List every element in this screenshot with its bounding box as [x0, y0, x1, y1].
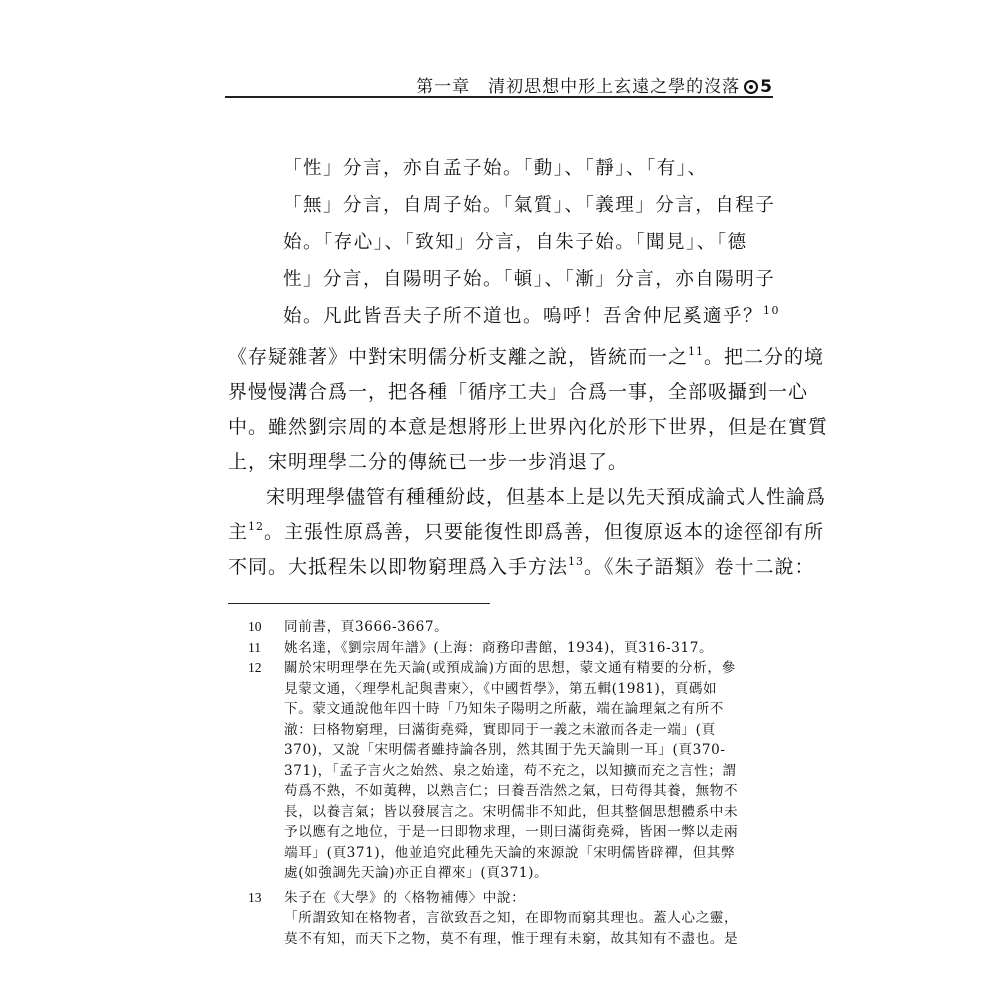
paragraph-line	[228, 340, 825, 375]
text-run: 。把二分的境	[704, 346, 825, 368]
quote-line-text: 始。凡此皆吾夫子所不道也。嗚呼！吾舍仲尼奚適乎？	[283, 306, 764, 327]
footnote-line: 澈：曰格物窮理，曰滿街堯舜，實即同于一義之未澈而各走一端」(頁	[284, 721, 716, 738]
footnote-10	[248, 617, 778, 638]
text-run: 主	[228, 521, 249, 543]
chapter-title: 第一章 清初思想中形上玄遠之學的沒落	[416, 77, 741, 97]
circle-dot-icon	[744, 80, 758, 94]
footnote-line: 處(如強調先天論)亦正自禪來」(頁371)。	[284, 865, 549, 881]
running-header-text	[416, 72, 773, 97]
footnote-line: 予以應有之地位，于是一曰即物求理，一則曰滿街堯舜，皆困一弊以走兩	[284, 824, 739, 840]
footnote-line: 關於宋明理學在先天論(或預成論)方面的思想，蒙文通有精要的分析，參	[284, 660, 736, 676]
quote-line: 性」分言，自陽明子始。「頓」、「漸」分言，亦自陽明子	[283, 269, 776, 290]
footnote-ref: 10	[763, 304, 781, 317]
quote-line: 始。「存心」、「致知」分言，自朱子始。「聞見」、「德	[283, 232, 748, 253]
footnote-line: 「所謂致知在格物者，言欲致吾之知，在即物而窮其理也。蓋人心之靈，	[284, 910, 739, 926]
footnote-line: 見蒙文通，〈理學札記與書柬〉，《中國哲學》，第五輯(1981)，頁碼如	[284, 680, 718, 697]
footnote-text	[284, 658, 778, 884]
footnote-number: 13	[248, 889, 262, 905]
footnote-line: 371)，「孟子言火之始然、泉之始達，苟不充之，以知擴而充之言性；謂	[284, 762, 737, 779]
footnote-line: 苟爲不熟，不如荑稗，以熟言仁；曰養吾浩然之氣，曰苟得其養，無物不	[284, 783, 739, 799]
body-text	[228, 340, 829, 585]
quote-line: 「無」分言，自周子始。「氣質」、「義理」分言，自程子	[283, 195, 776, 216]
block-quote	[283, 150, 781, 335]
footnote-text	[284, 617, 778, 638]
footnote-number: 12	[248, 660, 262, 675]
footnote-line: 下。蒙文通說他年四十時「乃知朱子陽明之所蔽，端在論理氣之有所不	[284, 701, 725, 717]
quote-line-last	[283, 298, 781, 335]
footnote-text	[284, 888, 778, 950]
footnote-ref: 12	[248, 520, 265, 533]
footnote-13	[248, 888, 778, 950]
footnote-line: 朱子在《大學》的〈格物補傳〉中說：	[284, 889, 526, 906]
footnote-number: 11	[248, 639, 262, 655]
paragraph-line	[228, 550, 815, 585]
text-run: 。主張性原爲善，只要能復性即爲善，但復原返本的途徑卻有所	[264, 521, 825, 543]
footnote-12	[248, 658, 778, 884]
paragraph-line	[228, 515, 825, 550]
paragraph-line: 中。雖然劉宗周的本意是想將形上世界內化於形下世界，但是在實質	[228, 416, 829, 438]
quote-line: 「性」分言，亦自孟子始。「動」、「靜」、「有」、	[283, 158, 708, 179]
footnote-11	[248, 638, 778, 659]
paragraph-line: 界慢慢溝合爲一，把各種「循序工夫」合爲一事，全部吸攝到一心	[228, 381, 809, 403]
footnote-line: 姚名達，《劉宗周年譜》(上海：商務印書館，1934)，頁316-317。	[284, 639, 714, 656]
footnote-number: 10	[248, 619, 262, 634]
running-header	[225, 70, 773, 98]
paragraph-line: 宋明理學儘管有種種紛歧，但基本上是以先天預成論式人性論爲	[266, 486, 827, 508]
text-run: 。《朱子語類》卷十二說：	[584, 556, 815, 578]
page-number: 5	[760, 77, 773, 97]
footnotes	[248, 617, 778, 949]
footnote-line: 端耳」(頁371)，他並追究此種先天論的來源說「宋明儒皆辟禪，但其弊	[284, 844, 736, 861]
footnote-separator	[228, 603, 490, 604]
footnote-line: 370)，又說「宋明儒者雖持論各別，然其囿于先天論則一耳」(頁370-	[284, 742, 726, 758]
text-run: 不同。大抵程朱以即物窮理爲入手方法	[228, 556, 569, 578]
footnote-line: 長，以養言氣；皆以發展言之。宋明儒非不知此，但其整個思想體系中未	[284, 803, 739, 820]
paragraph-line: 上，宋明理學二分的傳統已一步一步消退了。	[228, 451, 629, 473]
footnote-text	[284, 638, 778, 659]
footnote-ref: 11	[688, 345, 705, 358]
footnote-line: 同前書，頁3666-3667。	[284, 619, 449, 635]
text-run: 《存疑雜著》中對宋明儒分析支離之說，皆統而一之	[228, 346, 689, 368]
footnote-line: 莫不有知，而天下之物，莫不有理，惟于理有未窮，故其知有不盡也。是	[284, 930, 739, 947]
footnote-ref: 13	[568, 555, 585, 568]
